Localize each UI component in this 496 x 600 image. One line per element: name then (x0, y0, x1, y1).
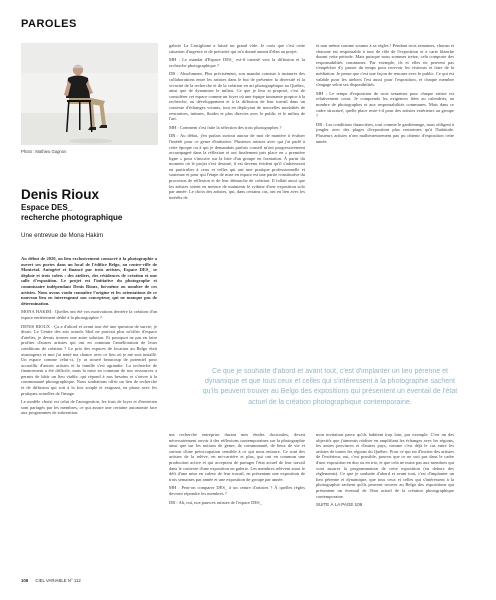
portrait-photo (21, 43, 158, 145)
body-paragraph: ma recherche entreprise durant mes études doctorales, devait nécessairement ouvrir à des réflexions contemporaines sur la photographie ainsi que sur les notions de genre, de communauté, de lieux de vie et surtout d'une préoccupation sensible à ce qui nous entoure. Ce sont des artistes de la relève, en mi-carrière et plus, qui ont en commun une production active et qui acceptent de partager l'état actuel de leur travail dans le contexte d'une exposition en galerie. Les membres relèvent aussi le défi d'une mise en valeur de leur travail, en présentant une exposition de trois semaines par année et une exposition de groupe par année. (169, 432, 305, 482)
body-paragraph: MH : Peut-on comparer DES_ à un centre d'artistes ? À quelles règles devront répondre les membres ? (169, 485, 305, 496)
body-paragraph: DENIS RIOUX : Ça a d'abord et avant tout été une question de survie, je dirais. Le Centre des arts actuels Skol ne pouvait plus m'offrir d'espace d'atelier, je devais trouver une autre solution. Et pourquoi ne pas en faire profiter d'autres artistes qui ont en commun l'amélioration de leurs conditions de création ? Le prix des espaces de location au Belgo était avantageux et moi j'ai tenté ma chance avec ce lieu où je me suis installé. Un espace comme celui-ci, j'y ai trouvé beaucoup de potentiel pour accueillir d'autres artistes et la famille s'est agrandie. La recherche de financement a été difficile, mais la mise en commun de nos ressources a permis de bâtir un lieu viable, qui répond à nos besoins et s'ouvre à la communauté photographique. Nous souhaitons offrir un lieu de recherche et de diffusion qui soit à la fois souple et exigeant, en phase avec les pratiques actuelles de l'image. (21, 323, 157, 396)
body-paragraph: et non même comme soumis à sa règles ! Pendant trois semaines, chacun et chacune est responsable à tour de rôle de l'exposition et a carte blanche durant cette période. Mais puisque nous sommes treize, cela comporte des responsabilités communes. Par exemple, ils et elles ne peuvent pas s'empêcher d'y passer du temps pour recevoir les visiteurs et faire de la médiation. Je pense que c'est une façon de renouer avec le public. Ce qui est valable pour les ateliers l'est aussi pour l'exposition, et chaque membre s'engage selon ses disponibilités. (316, 43, 454, 88)
person-name: Denis Rioux (21, 187, 100, 202)
page-number: 108 (21, 578, 29, 583)
column-1 (21, 256, 157, 574)
body-paragraph: Le modèle choisi est celui de l'autogestion, les frais de loyer et d'entretien sont partagés par les membres, ce qui assure une certaine autonomie face aux programmes de subvention. (21, 399, 157, 416)
body-paragraph: MH : Le temps d'exposition de trois semaines pour chaque artiste est relativement court. Je comprends les exigences liées au calendrier, au nombre de photographes et aux responsabilités communes. Mais dans ce cadre structuré, quelle place reste-t-il pour des artistes extérieurs au groupe ? (316, 90, 454, 119)
magazine-issue: CIEL VARIABLE N° 112 (35, 578, 81, 583)
column-3-bottom (316, 432, 454, 574)
body-paragraph: galerie La Castiglione a laissé un grand vide. Je crois que c'est cette situation d'urgence et de précarité qui m'a donné autant d'élan au projet. (169, 43, 305, 54)
continued-note: SUITE À LA PAGE 109 (316, 502, 363, 508)
body-paragraph: DR : Les conditions financières, tout comme le gardiennage, nous obligent à jongler avec des plages d'exposition plus restreintes qu'à l'habitude. Plusieurs artistes n'ont malheureusement pas pu obtenir d'exposition cette année. (316, 121, 454, 144)
body-paragraph: MONA HAKIM : Quelles ont été vos motivations derrière la création d'un espace entièrement dédié à la photographie ? (21, 309, 157, 320)
body-paragraph: MH : Comment s'est faite la sélection des trois photographes ? (169, 124, 282, 130)
photo-credit: Photo : Mathieu Gagnon (21, 149, 67, 154)
subtitle-line-2: recherche photographique (21, 213, 123, 222)
section-heading: PAROLES (21, 18, 77, 30)
pull-quote: Ce que je souhaite d'abord et avant tout, c'est d'implanter un lieu pérenne et dynamique et que tous ceux et celles qui s'intéressent à la photographie sachent qu'ils peuvent trouver au Belgo des expositions qui présentent un éventail de l'état actuel de la création photographique contemporaine. (202, 368, 458, 406)
portrait-illustration (21, 43, 158, 145)
column-3-top (316, 43, 454, 356)
subtitle-line-1: Espace DES_ (21, 203, 73, 212)
subtitle (21, 203, 122, 223)
body-paragraph: DR : Ah, oui, nos pauvres artistes de l'espace DES_ (169, 499, 262, 505)
lead-paragraph: Au début de 2020, on lieu exclusivement consacré à la photographie a ouvert ses portes dans un local de l'édifice Belgo, au centre-ville de Montréal. Autogéré et financé par trois artistes, Espace DES_ se déploie et trois volets : des ateliers, des résidences de création et une salle d'exposition. Le projet est l'initiative du photographe et commissaire indépendant Denis Rioux, lui-même ou nombre de ces artistes. Nous avons voulu connaître l'origine et les orientations de ce nouveau lieu en interrogeant son concepteur, qui ne manque pas de détermination. (21, 256, 157, 306)
body-paragraph: DR : Absolument. Plus précisément, son mandat consiste à instaurer des collaborations entre les artistes dans le but de présenter la diversité et la vivacité de la recherche et de la création en art photographique au Québec, ainsi que de dynamiser le milieu. Ce que je leur ai proposé, c'est de considérer cet espace comme un foyer où une équipe tournante propice à la recherche, au développement et à la diffusion de leur travail dans un contexte d'échanges vivants, tout en déployant de nouvelles modalités de rencontres, intimes, fluides et plus directes avec le public et le milieu de l'art. (169, 71, 305, 122)
folio (21, 578, 81, 583)
column-2-top (169, 43, 305, 356)
body-paragraph: MH : Le mandat d'Espace DES_ est-il orienté vers la diffusion et la recherche photographique ? (169, 57, 305, 68)
column-2-bottom (169, 432, 305, 574)
interview-credit: Une entrevue de Mona Hakim (21, 232, 104, 239)
body-paragraph: DR : Au début, j'en parlais surtout autour de moi de manière à évaluer l'intérêt pour ce genre d'initiative. Plusieurs artistes avec qui j'ai parlé à cette époque ou à qui je demandais parfois conseil m'ont progressivement accompagné dans la réflexion et ont finalement pris place en « première ligne » pour s'inscrire sur la liste d'un groupe en formation. À partir du moment où le projet s'est dessiné, il est devenu évident qu'il s'adresserait en particulier à ceux et celles qui ont une pratique professionnelle et soutenue et pour qui l'étape de mise en espace est une partie constitutive du processus de réflexion et de leur démarche de création. Il fallait aussi que les artistes soient en mesure de maintenir le rythme d'une exposition solo par année. Le choix des artistes, qui, dans certains cas, ont eu lien avec les intérêts de (169, 133, 305, 200)
body-paragraph: mon invitation parce qu'ils habitent trop loin, par exemple. C'est un des objectifs que j'aimerais réaliser en amplifiant les échanges avec les régions, les autres provinces et d'autres pays, comme c'est déjà le cas entre les artistes de toutes les régions du Québec. Pour ce qui est d'inviter des artistes de l'extérieur, oui, c'est possible, pourvu que ce ne soit pas dans le cadre d'une exposition en duo ou en trio, et que cela ne nuise pas aux membres qui vont assurer la programmation de cette exposition (en dehors des règlements). Ce que je souhaite d'abord et avant tout, c'est d'implanter un lieu pérenne et dynamique, que tous ceux et celles qui s'intéressent à la photographie sachent qu'ils peuvent trouver au Belgo des expositions qui présentent un éventail de l'état actuel de la création photographique contemporaine. (316, 432, 454, 499)
